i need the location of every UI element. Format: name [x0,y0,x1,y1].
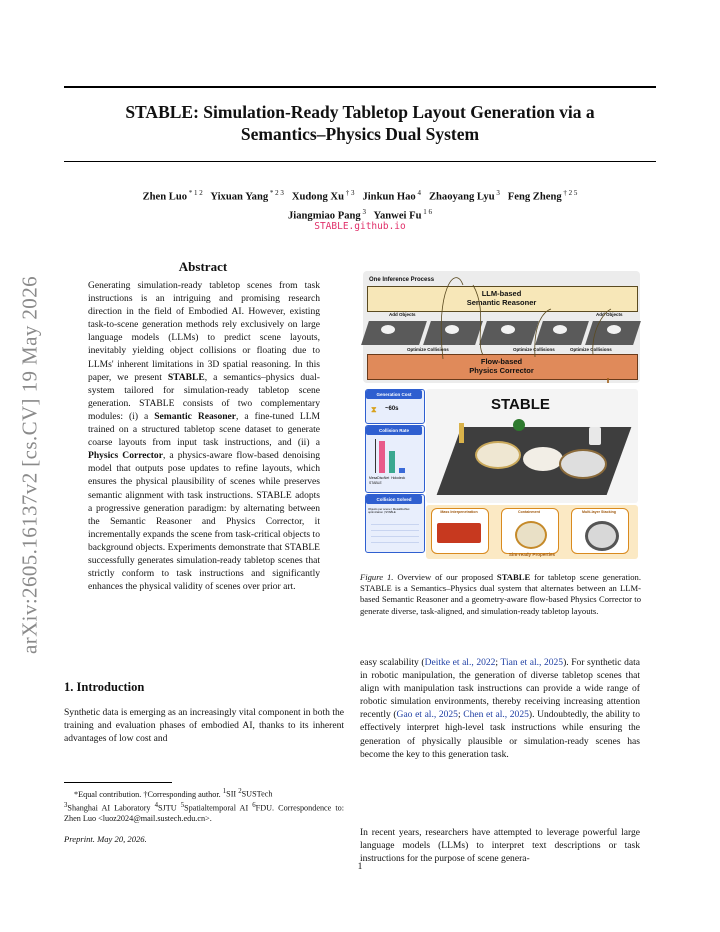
generation-cost-title: Generation Cost [376,392,412,397]
solved-table-grid [371,519,419,547]
author-name: Xudong Xu [291,191,344,203]
collision-solved-headers: Objects per scene | MesaDiscNet optimization | STABLE [368,507,410,515]
property-label-1: Mass Interpenetration [440,510,478,514]
author-affiliation: 4 [415,189,421,197]
property-image-1 [437,523,481,543]
arxiv-stamp [8,255,52,675]
plant-pot [513,419,525,431]
property-label-2: Containment [518,510,540,514]
author-name: Zhaoyang Lyu [428,191,495,203]
add-objects-label-2: Add Objects [596,312,623,317]
citation-link[interactable]: Tian et al., 2025 [500,657,564,668]
citation-link[interactable]: Deitke et al., 2022 [424,657,496,668]
dinner-plate-left [475,441,521,469]
abstract-heading: Abstract [178,259,228,274]
author-line-1 [64,186,656,205]
collision-bar-1 [379,441,385,473]
paper-title-line1: STABLE: Simulation-Ready Tabletop Layout Generation via a [125,102,595,122]
dinner-plate-right [559,449,607,479]
intro-paragraph: Synthetic data is emerging as an increasingly vital component in both the training and evaluation phases of embodied AI, thanks to its inherent advantages of low cost and [64,707,344,745]
candle [459,423,464,443]
sim-ready-label: Sim-ready Properties [508,552,556,557]
title-top-rule [64,86,656,88]
stable-scene-label: STABLE [491,396,550,413]
preprint-note: Preprint. May 20, 2026. [64,834,147,844]
semantic-reasoner-label: LLM-based Semantic Reasoner [466,289,537,307]
add-objects-label-1: Add Objects [389,312,416,317]
author-name: Yanwei Fu [373,210,422,222]
abstract-bold-corrector: Physics Corrector [88,450,163,462]
author-affiliation: * 2 3 [268,189,284,197]
right-paragraph-2: In recent years, researchers have attempted to leverage powerful large language models (LLMs) to interpret text descriptions or task instructions for the purpose of scene genera- [360,827,640,865]
clock-icon: ⧗ [371,405,377,414]
title-bottom-rule [64,161,656,162]
collision-axis [375,439,376,473]
right-paragraph-1: easy scalability (Deitke et al., 2022; Tian et al., 2025). For synthetic data in robotic manipulation, the generation of diverse tabletop scenes that align with manipulation task instructions can provide a wide range of robotic simulation environments, thereby receiving increasing attention recently (Gao et al., 2025; Chen et al., 2025). Undoubtedly, the ability to effectively interpret high-level task instructions while ensuring the generation of physically plausible or simulation-ready scenes has become the key to this generation task. [360,657,641,760]
author-list [64,186,656,223]
cup [589,427,601,445]
figure-1 [363,271,640,561]
collision-solved-title: Collision Solved [376,497,412,502]
property-image-3 [585,521,619,551]
author-name: Jinkun Hao [362,191,416,203]
optimize-collisions-label-2: Optimize Collisions [513,347,555,352]
paper-title-line2: Semantics–Physics Dual System [240,124,480,144]
author-name: Yixuan Yang [210,191,269,203]
dinner-plate-center [523,447,563,471]
collision-rate-title: Collision Rate [378,428,409,433]
author-affiliation: † 2 5 [561,189,578,197]
property-label-3: Multi-layer Stacking [582,510,616,514]
loop-arrows [363,271,640,383]
arxiv-stamp-text: arXiv:2605.16137v2 [cs.CV] 19 May 2026 [17,276,42,654]
author-name: Feng Zheng [507,191,562,203]
property-image-2 [515,521,547,549]
abstract-body: Generating simulation-ready tabletop scenes from task instructions is an intriguing and promising research direction in the field of Embodied AI. However, existing task-to-scene generation methods rely exclusively on large language models (LLMs) to predict scene layouts, inevitably yielding object collisions or floating due to LLMs' inherent limitations in 3D spatial reasoning. In this paper, we present STABLE, a semantics–physics dual-system tailored for simulation-ready tabletop scene generation. STABLE consists of two complementary modules: (i) a Semantic Reasoner, a fine-tuned LLM trained on a structured tabletop scene dataset to generate coarse layouts from input task instructions, and (ii) a Physics Corrector, a physics-aware flow-based denoising model that outputs pose updates to refine layouts, which ensures the physical plausibility of scenes while preserves semantic alignment with task instructions. STABLE adopts a progressive generation paradigm: by alternating between the Semantic Reasoner and Physics Corrector, it incrementally expands the scene from task-critical objects to background objects. Experiments demonstrate that STABLE successfully generates simulation-ready tabletop scenes that strictly conform to task instructions and significantly enhances the physical validity of scenes over prior art. [88,280,321,593]
figure-caption: Figure 1. Overview of our proposed STABLE for tabletop scene generation. STABLE is a Semantics–Physics dual system that alternates between an LLM-based Semantic Reasoner and a geometry-aware flow-based Physics Corrector to generate diverse, task-aligned, and simulation-ready tabletop layouts. [360,572,641,616]
physics-corrector-label: Flow-based Physics Corrector [469,357,534,375]
author-name: Zhen Luo [142,191,188,203]
collision-legend: MesaDiscNet Holodeck STABLE [369,476,406,485]
author-affiliation: 3 [360,207,366,216]
footnote-rule [64,782,172,783]
author-name: Jiangmiao Pang [288,210,361,222]
page-number: 1 [357,862,363,872]
author-affiliation: * 1 2 [187,189,203,197]
abstract-bold-reasoner: Semantic Reasoner [154,410,237,422]
citation-link[interactable]: Chen et al., 2025 [463,709,529,721]
collision-bar-2 [389,451,395,473]
footnote: *Equal contribution. †Corresponding author. $^1$SII $^2$SUSTech $^3$Shanghai AI Laboratory $^4$SJTU $^5$Spatialtemporal AI $^6$FDU. Correspondence to: Zhen Luo <luoz2024@mail.sustech.edu.cn>. [64,788,345,824]
section-heading-introduction: 1. Introduction [64,680,145,694]
generation-cost-value: ~60s [385,406,399,412]
optimize-collisions-label-1: Optimize Collisions [407,347,449,352]
abstract-bold-stable: STABLE [167,371,205,383]
optimize-collisions-label-3: Optimize Collisions [570,347,612,352]
collision-bar-3 [399,468,405,473]
author-affiliation: 3 [494,189,500,197]
author-affiliation: † 3 [343,189,355,197]
citation-link[interactable]: Gao et al., 2025 [396,709,458,721]
author-affiliation: 1 6 [421,207,432,216]
inference-process-label: One Inference Process [369,277,435,283]
paper-title [64,101,656,145]
project-link[interactable]: STABLE.github.io [314,221,406,232]
